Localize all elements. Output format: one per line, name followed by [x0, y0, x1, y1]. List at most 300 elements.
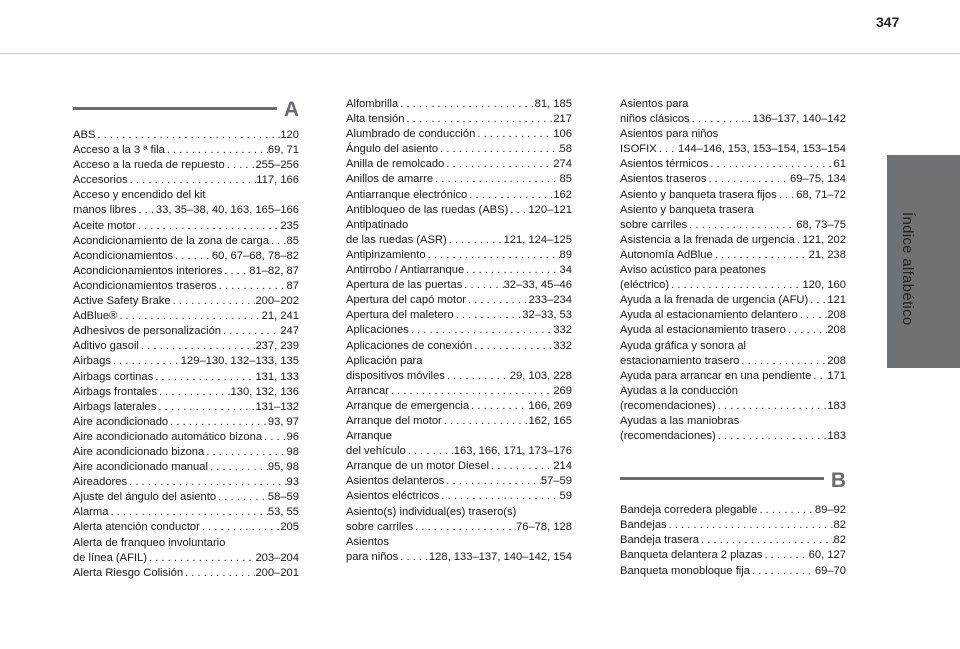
index-entry-term: Acceso a la rueda de repuesto — [73, 159, 225, 172]
index-entry-pages: 68, 73–75 — [796, 218, 846, 231]
index-entry-pages: 58–59 — [267, 491, 299, 504]
index-entry — [346, 369, 572, 384]
index-entry — [346, 142, 572, 157]
dot-leader — [217, 279, 287, 294]
index-entry — [620, 97, 846, 112]
index-entry-pages: 235 — [280, 219, 299, 232]
index-entry — [620, 157, 846, 172]
index-entry-term: Aire acondicionado bizona — [73, 445, 205, 458]
index-entry-term: Adhesivos de personalización — [73, 325, 222, 338]
index-entry — [620, 233, 846, 248]
index-entry-pages: 87 — [286, 279, 299, 292]
index-entry-term: Acondicionamientos traseros — [73, 279, 217, 292]
index-entry-list — [346, 97, 572, 565]
index-column-3 — [620, 97, 846, 579]
index-entry-term: Antipatinado — [346, 218, 409, 231]
index-entry-pages: 183 — [827, 430, 846, 443]
dot-leader — [117, 309, 261, 324]
index-entry — [73, 294, 299, 309]
index-entry-pages: 117, 166 — [256, 174, 299, 187]
dot-leader — [406, 444, 454, 459]
dot-leader — [439, 489, 559, 504]
index-entry — [346, 489, 572, 504]
index-entry — [73, 339, 299, 354]
index-entry — [73, 264, 299, 279]
index-entry-pages: 130, 132, 136 — [230, 385, 299, 398]
index-entry-term: AdBlue® — [73, 310, 118, 323]
index-entry — [73, 173, 299, 188]
index-entry-term: Acondicionamientos interiores — [73, 264, 223, 277]
letter-heading-letter: B — [830, 469, 846, 493]
index-entry — [346, 248, 572, 263]
index-entry — [346, 263, 572, 278]
index-entry — [73, 234, 299, 249]
index-entry-term: Aviso acústico para peatones — [620, 264, 766, 277]
dot-leader — [183, 566, 255, 581]
dot-leader — [128, 173, 257, 188]
index-entry-pages: 69, 71 — [267, 144, 299, 157]
index-entry-term: estacionamiento trasero — [620, 354, 740, 367]
index-entry — [346, 505, 572, 520]
index-entry — [620, 112, 846, 127]
index-entry — [73, 475, 299, 490]
index-entry — [620, 142, 846, 157]
dot-leader — [811, 369, 827, 384]
index-entry-pages: 53, 55 — [267, 506, 299, 519]
index-entry — [346, 354, 572, 369]
index-entry-pages: 255–256 — [255, 159, 299, 172]
index-entry-pages: 95, 98 — [267, 461, 299, 474]
index-entry-pages: 81, 185 — [534, 98, 572, 110]
index-entry-pages: 166, 269 — [528, 399, 572, 412]
index-entry-term: Apertura de las puertas — [346, 279, 463, 292]
dot-leader — [777, 188, 797, 203]
index-entry-term: Aplicaciones de conexión — [346, 339, 473, 352]
dot-leader — [200, 520, 280, 535]
index-entry-pages: 82 — [833, 534, 846, 547]
index-entry-term: Asistencia a la frenada de urgencia — [620, 233, 795, 246]
index-entry — [73, 445, 299, 460]
letter-heading-a — [73, 97, 299, 128]
index-entry — [346, 157, 572, 172]
index-entry — [346, 414, 572, 429]
index-entry-term: Aire acondicionado — [73, 415, 169, 428]
index-entry — [620, 203, 846, 218]
index-entry — [73, 551, 299, 566]
dot-leader — [713, 248, 809, 263]
index-entry-pages: 183 — [827, 399, 846, 412]
index-entry-pages: 120–121 — [528, 203, 572, 216]
dot-leader — [108, 505, 267, 520]
index-entry — [73, 128, 299, 143]
index-entry-term: sobre carriles — [346, 520, 414, 533]
index-entry-term: Ayuda a la frenada de urgencia (AFU) — [620, 294, 809, 307]
index-entry-term: Airbags frontales — [73, 385, 157, 398]
index-entry-term: Antipinzamiento — [346, 248, 426, 261]
index-entry-term: Ajuste del ángulo del asiento — [73, 491, 217, 504]
index-entry-term: Anilla de remolcado — [346, 158, 445, 171]
dot-leader — [690, 112, 753, 127]
dot-leader — [657, 142, 678, 157]
index-entry-pages: 68, 71–72 — [796, 188, 846, 201]
index-entry-pages: 85 — [286, 234, 299, 247]
index-entry-pages: 136–137, 140–142 — [752, 113, 846, 126]
index-entry — [620, 503, 846, 518]
index-entry-pages: 69–75, 134 — [790, 173, 846, 186]
dot-leader — [445, 369, 510, 384]
index-entry-term: Antiarranque electrónico — [346, 188, 468, 201]
dot-leader — [808, 293, 827, 308]
index-entry-term: Aire acondicionado manual — [73, 461, 208, 474]
header-divider — [0, 53, 960, 54]
index-entry-term: Apertura del maletero — [346, 309, 454, 322]
index-entry-term: Antibloqueo de las ruedas (ABS) — [346, 203, 509, 216]
index-entry-term: Active Safety Brake — [73, 295, 171, 308]
dot-leader — [442, 414, 529, 429]
index-entry-term: de las ruedas (ASR) — [346, 233, 447, 246]
index-entry-pages: 29, 103, 228 — [509, 369, 572, 382]
index-entry — [620, 564, 846, 579]
index-entry-term: Ayudas a las maniobras — [620, 414, 740, 427]
index-entry-term: Asientos para niños — [620, 128, 719, 141]
index-entry-pages: 332 — [553, 324, 572, 337]
index-entry — [73, 354, 299, 369]
index-entry-pages: 81–82, 87 — [249, 264, 299, 277]
dot-leader — [444, 474, 541, 489]
dot-leader — [750, 564, 815, 579]
index-entry-pages: 247 — [280, 325, 299, 338]
index-entry-term: Alerta de franqueo involuntario — [73, 536, 226, 549]
index-entry-term: sobre carriles — [620, 218, 688, 231]
index-entry — [73, 415, 299, 430]
index-entry-term: para niños — [346, 550, 399, 563]
dot-leader — [444, 157, 553, 172]
index-entry — [346, 308, 572, 323]
index-entry-pages: 332 — [553, 339, 572, 352]
dot-leader — [216, 490, 268, 505]
dot-leader — [716, 429, 828, 444]
dot-leader — [467, 188, 553, 203]
section-tab-label: Índice alfabético — [899, 212, 916, 326]
index-entry — [73, 536, 299, 551]
index-entry — [73, 430, 299, 445]
index-entry — [346, 384, 572, 399]
index-entry-pages: 171 — [827, 369, 846, 382]
index-entry-pages: 129–130, 132–133, 135 — [180, 355, 299, 368]
index-entry-term: Antirrobo / Antiarranque — [346, 264, 465, 277]
index-entry-term: del vehículo — [346, 445, 406, 458]
index-entry — [346, 97, 572, 112]
dot-leader — [171, 294, 256, 309]
index-entry-pages: 98 — [286, 445, 299, 458]
dot-leader — [136, 219, 281, 234]
index-entry-pages: 121, 124–125 — [503, 233, 572, 246]
index-entry-pages: 106 — [553, 128, 572, 141]
index-entry-term: ABS — [73, 129, 96, 141]
index-entry-term: Asientos traseros — [620, 173, 707, 186]
dot-leader — [708, 157, 833, 172]
index-entry — [73, 324, 299, 339]
index-entry-term: Asientos para — [620, 98, 689, 110]
index-entry-pages: 34 — [559, 264, 572, 277]
index-entry-term: Alerta atención conductor — [73, 521, 200, 534]
index-entry-term: Arranque de emergencia — [346, 399, 470, 412]
index-entry-pages: 208 — [827, 309, 846, 322]
index-entry — [620, 293, 846, 308]
index-entry-pages: 59 — [559, 490, 572, 503]
index-entry-list — [620, 503, 846, 578]
index-entry-pages: 162 — [553, 188, 572, 201]
index-entry-term: de línea (AFIL) — [73, 551, 147, 564]
index-entry — [620, 369, 846, 384]
index-entry — [620, 248, 846, 263]
index-entry-pages: 205 — [280, 521, 299, 534]
index-entry-pages: 128, 133–137, 140–142, 154 — [428, 550, 572, 563]
index-entry-pages: 60, 67–68, 78–82 — [211, 249, 299, 262]
index-entry-pages: 120, 160 — [802, 279, 846, 292]
dot-leader — [739, 354, 827, 369]
dot-leader — [454, 308, 523, 323]
index-entry-term: Alerta Riesgo Colisión — [73, 566, 184, 579]
dot-leader — [147, 551, 255, 566]
dot-leader — [447, 233, 504, 248]
index-entry-term: (recomendaciones) — [620, 399, 716, 412]
index-entry-pages: 21, 238 — [808, 248, 846, 261]
dot-leader — [795, 233, 803, 248]
index-entry — [346, 203, 572, 218]
index-entry-term: Aplicación para — [346, 354, 423, 367]
index-entry-pages: 96 — [286, 430, 299, 443]
index-entry-term: Alta tensión — [346, 113, 405, 126]
index-entry — [73, 188, 299, 203]
index-entry-term: ISOFIX — [620, 143, 657, 156]
index-entry — [620, 127, 846, 142]
index-entry — [620, 399, 846, 414]
index-entry — [346, 550, 572, 565]
index-entry — [620, 188, 846, 203]
dot-leader — [426, 248, 560, 263]
index-entry-pages: 121 — [827, 294, 846, 307]
dot-leader — [409, 323, 554, 338]
index-entry-pages: 274 — [553, 158, 572, 171]
index-entry-term: Ayudas a la conducción — [620, 384, 738, 397]
index-entry-term: Airbags — [73, 355, 111, 368]
index-entry — [620, 323, 846, 338]
index-entry — [73, 143, 299, 158]
index-entry — [620, 263, 846, 278]
index-entry — [346, 172, 572, 187]
index-entry — [620, 218, 846, 233]
index-entry — [73, 219, 299, 234]
index-entry-pages: 269 — [553, 384, 572, 397]
index-entry — [73, 158, 299, 173]
dot-leader — [204, 445, 286, 460]
index-entry — [346, 339, 572, 354]
index-entry-term: Arranque — [346, 430, 393, 443]
index-entry-term: (eléctrico) — [620, 279, 670, 292]
index-entry — [346, 429, 572, 444]
dot-leader — [156, 400, 255, 415]
index-entry-pages: 208 — [827, 354, 846, 367]
index-entry-term: Acceso y encendido del kit — [73, 189, 206, 202]
index-entry-term: Ayuda al estacionamiento delantero — [620, 309, 798, 322]
index-entry-term: Asientos — [346, 535, 389, 548]
index-entry-pages: 32–33, 45–46 — [503, 279, 572, 292]
index-entry — [346, 278, 572, 293]
index-entry — [73, 566, 299, 581]
index-entry-term: Acceso a la 3 ª fila — [73, 144, 165, 157]
index-entry-term: Aire acondicionado automático bizona — [73, 430, 263, 443]
index-entry-term: Alfombrilla — [346, 98, 399, 110]
index-entry — [73, 460, 299, 475]
dot-leader — [464, 263, 559, 278]
index-entry-pages: 76–78, 128 — [516, 520, 572, 533]
index-entry — [346, 444, 572, 459]
index-entry-pages: 21, 241 — [261, 310, 299, 323]
index-entry-term: Banqueta delantera 2 plazas — [620, 549, 763, 562]
letter-heading-b — [620, 470, 846, 503]
index-entry-term: Anillos de amarre — [346, 173, 434, 186]
index-entry-pages: 131–132 — [255, 400, 299, 413]
index-entry-term: Ayuda para arrancar en una pendiente — [620, 369, 812, 382]
dot-leader — [139, 339, 256, 354]
dot-leader — [757, 503, 814, 518]
dot-leader — [438, 142, 559, 157]
dot-leader — [472, 339, 553, 354]
index-entry-term: Asiento(s) individual(es) trasero(s) — [346, 505, 517, 518]
index-entry-term: Acondicionamiento de la zona de carga — [73, 234, 269, 247]
page-number: 347 — [876, 14, 900, 30]
index-entry-term: Arranque del motor — [346, 414, 442, 427]
index-entry-pages: 233–234 — [528, 294, 572, 307]
index-entry — [73, 400, 299, 415]
dot-leader — [389, 384, 553, 399]
index-entry-pages: 57–59 — [540, 475, 572, 488]
dot-leader — [508, 203, 528, 218]
index-entry-term: Asiento y banqueta trasera — [620, 203, 754, 216]
dot-leader — [475, 127, 553, 142]
dot-leader — [398, 550, 429, 565]
index-entry-pages: 144–146, 153, 153–154, 153–154 — [678, 143, 846, 156]
dot-leader — [469, 399, 528, 414]
index-entry-term: Asiento y banqueta trasera fijos — [620, 188, 777, 201]
dot-leader — [706, 172, 790, 187]
dot-leader — [786, 323, 827, 338]
index-entry-term: Accesorios — [73, 174, 128, 187]
index-entry-pages: 237, 239 — [255, 340, 299, 353]
dot-leader — [168, 415, 268, 430]
index-entry-term: Asientos eléctricos — [346, 490, 440, 503]
index-entry-term: Ayuda al estacionamiento trasero — [620, 324, 786, 337]
index-entry — [620, 384, 846, 399]
dot-leader — [489, 459, 553, 474]
index-entry-term: Asientos térmicos — [620, 158, 709, 171]
index-entry — [620, 429, 846, 444]
index-entry-term: Acondicionamientos — [73, 249, 174, 262]
index-entry-pages: 32–33, 53 — [522, 309, 572, 322]
index-entry-term: Apertura del capó motor — [346, 294, 467, 307]
index-entry — [620, 354, 846, 369]
index-entry-pages: 89 — [559, 248, 572, 261]
dot-leader — [222, 264, 249, 279]
index-entry — [73, 490, 299, 505]
index-entry-pages: 203–204 — [255, 551, 299, 564]
dot-leader — [669, 278, 802, 293]
index-entry — [346, 188, 572, 203]
index-entry-pages: 120 — [280, 129, 299, 141]
index-entry-pages: 69–70 — [814, 564, 846, 577]
index-entry-term: Arrancar — [346, 384, 389, 397]
dot-leader — [398, 97, 534, 112]
dot-leader — [269, 234, 287, 249]
index-entry — [620, 278, 846, 293]
index-entry-term: Aireadores — [73, 476, 128, 489]
index-entry-term: Bandeja corredera plegable — [620, 504, 758, 517]
index-entry-list — [73, 128, 299, 581]
index-entry — [346, 218, 572, 233]
dot-leader — [716, 399, 828, 414]
index-entry — [73, 249, 299, 264]
index-entry — [73, 370, 299, 385]
index-entry — [346, 323, 572, 338]
index-entry-pages: 162, 165 — [528, 414, 572, 427]
index-entry — [73, 279, 299, 294]
index-entry — [73, 203, 299, 218]
index-entry-pages: 58 — [559, 143, 572, 156]
index-entry-pages: 200–202 — [255, 295, 299, 308]
index-entry-term: Bandeja trasera — [620, 534, 699, 547]
index-entry — [73, 520, 299, 535]
index-entry — [346, 293, 572, 308]
dot-leader — [404, 112, 553, 127]
index-entry — [73, 385, 299, 400]
index-entry-term: Aditivo gasoil — [73, 340, 139, 353]
index-entry-term: Bandejas — [620, 519, 667, 532]
index-entry-term: Ayuda gráfica y sonora al — [620, 339, 747, 352]
dot-leader — [225, 158, 256, 173]
index-entry — [346, 474, 572, 489]
index-entry-term: manos libres — [73, 204, 137, 217]
index-entry — [620, 533, 846, 548]
dot-leader — [153, 370, 255, 385]
dot-leader — [127, 475, 286, 490]
index-entry-term: Alarma — [73, 506, 109, 519]
dot-leader — [762, 548, 808, 563]
index-entry-list — [620, 97, 846, 444]
dot-leader — [667, 518, 834, 533]
index-entry-pages: 85 — [559, 173, 572, 186]
index-entry — [346, 233, 572, 248]
index-entry — [346, 520, 572, 535]
index-entry-pages: 200–201 — [255, 566, 299, 579]
index-entry — [73, 309, 299, 324]
index-entry — [620, 518, 846, 533]
index-entry-pages: 214 — [553, 460, 572, 473]
index-entry — [620, 339, 846, 354]
index-column-1 — [73, 97, 299, 581]
index-entry — [620, 548, 846, 563]
dot-leader — [262, 430, 286, 445]
dot-leader — [208, 460, 268, 475]
dot-leader — [798, 308, 828, 323]
index-entry-term: Arranque de un motor Diesel — [346, 460, 490, 473]
index-entry-term: Banqueta monobloque fija — [620, 564, 751, 577]
index-entry-pages: 33, 35–38, 40, 163, 165–166 — [155, 204, 299, 217]
index-entry-term: Airbags cortinas — [73, 370, 154, 383]
dot-leader — [165, 143, 268, 158]
index-entry-term: Aceite motor — [73, 219, 136, 232]
index-entry-pages: 208 — [827, 324, 846, 337]
